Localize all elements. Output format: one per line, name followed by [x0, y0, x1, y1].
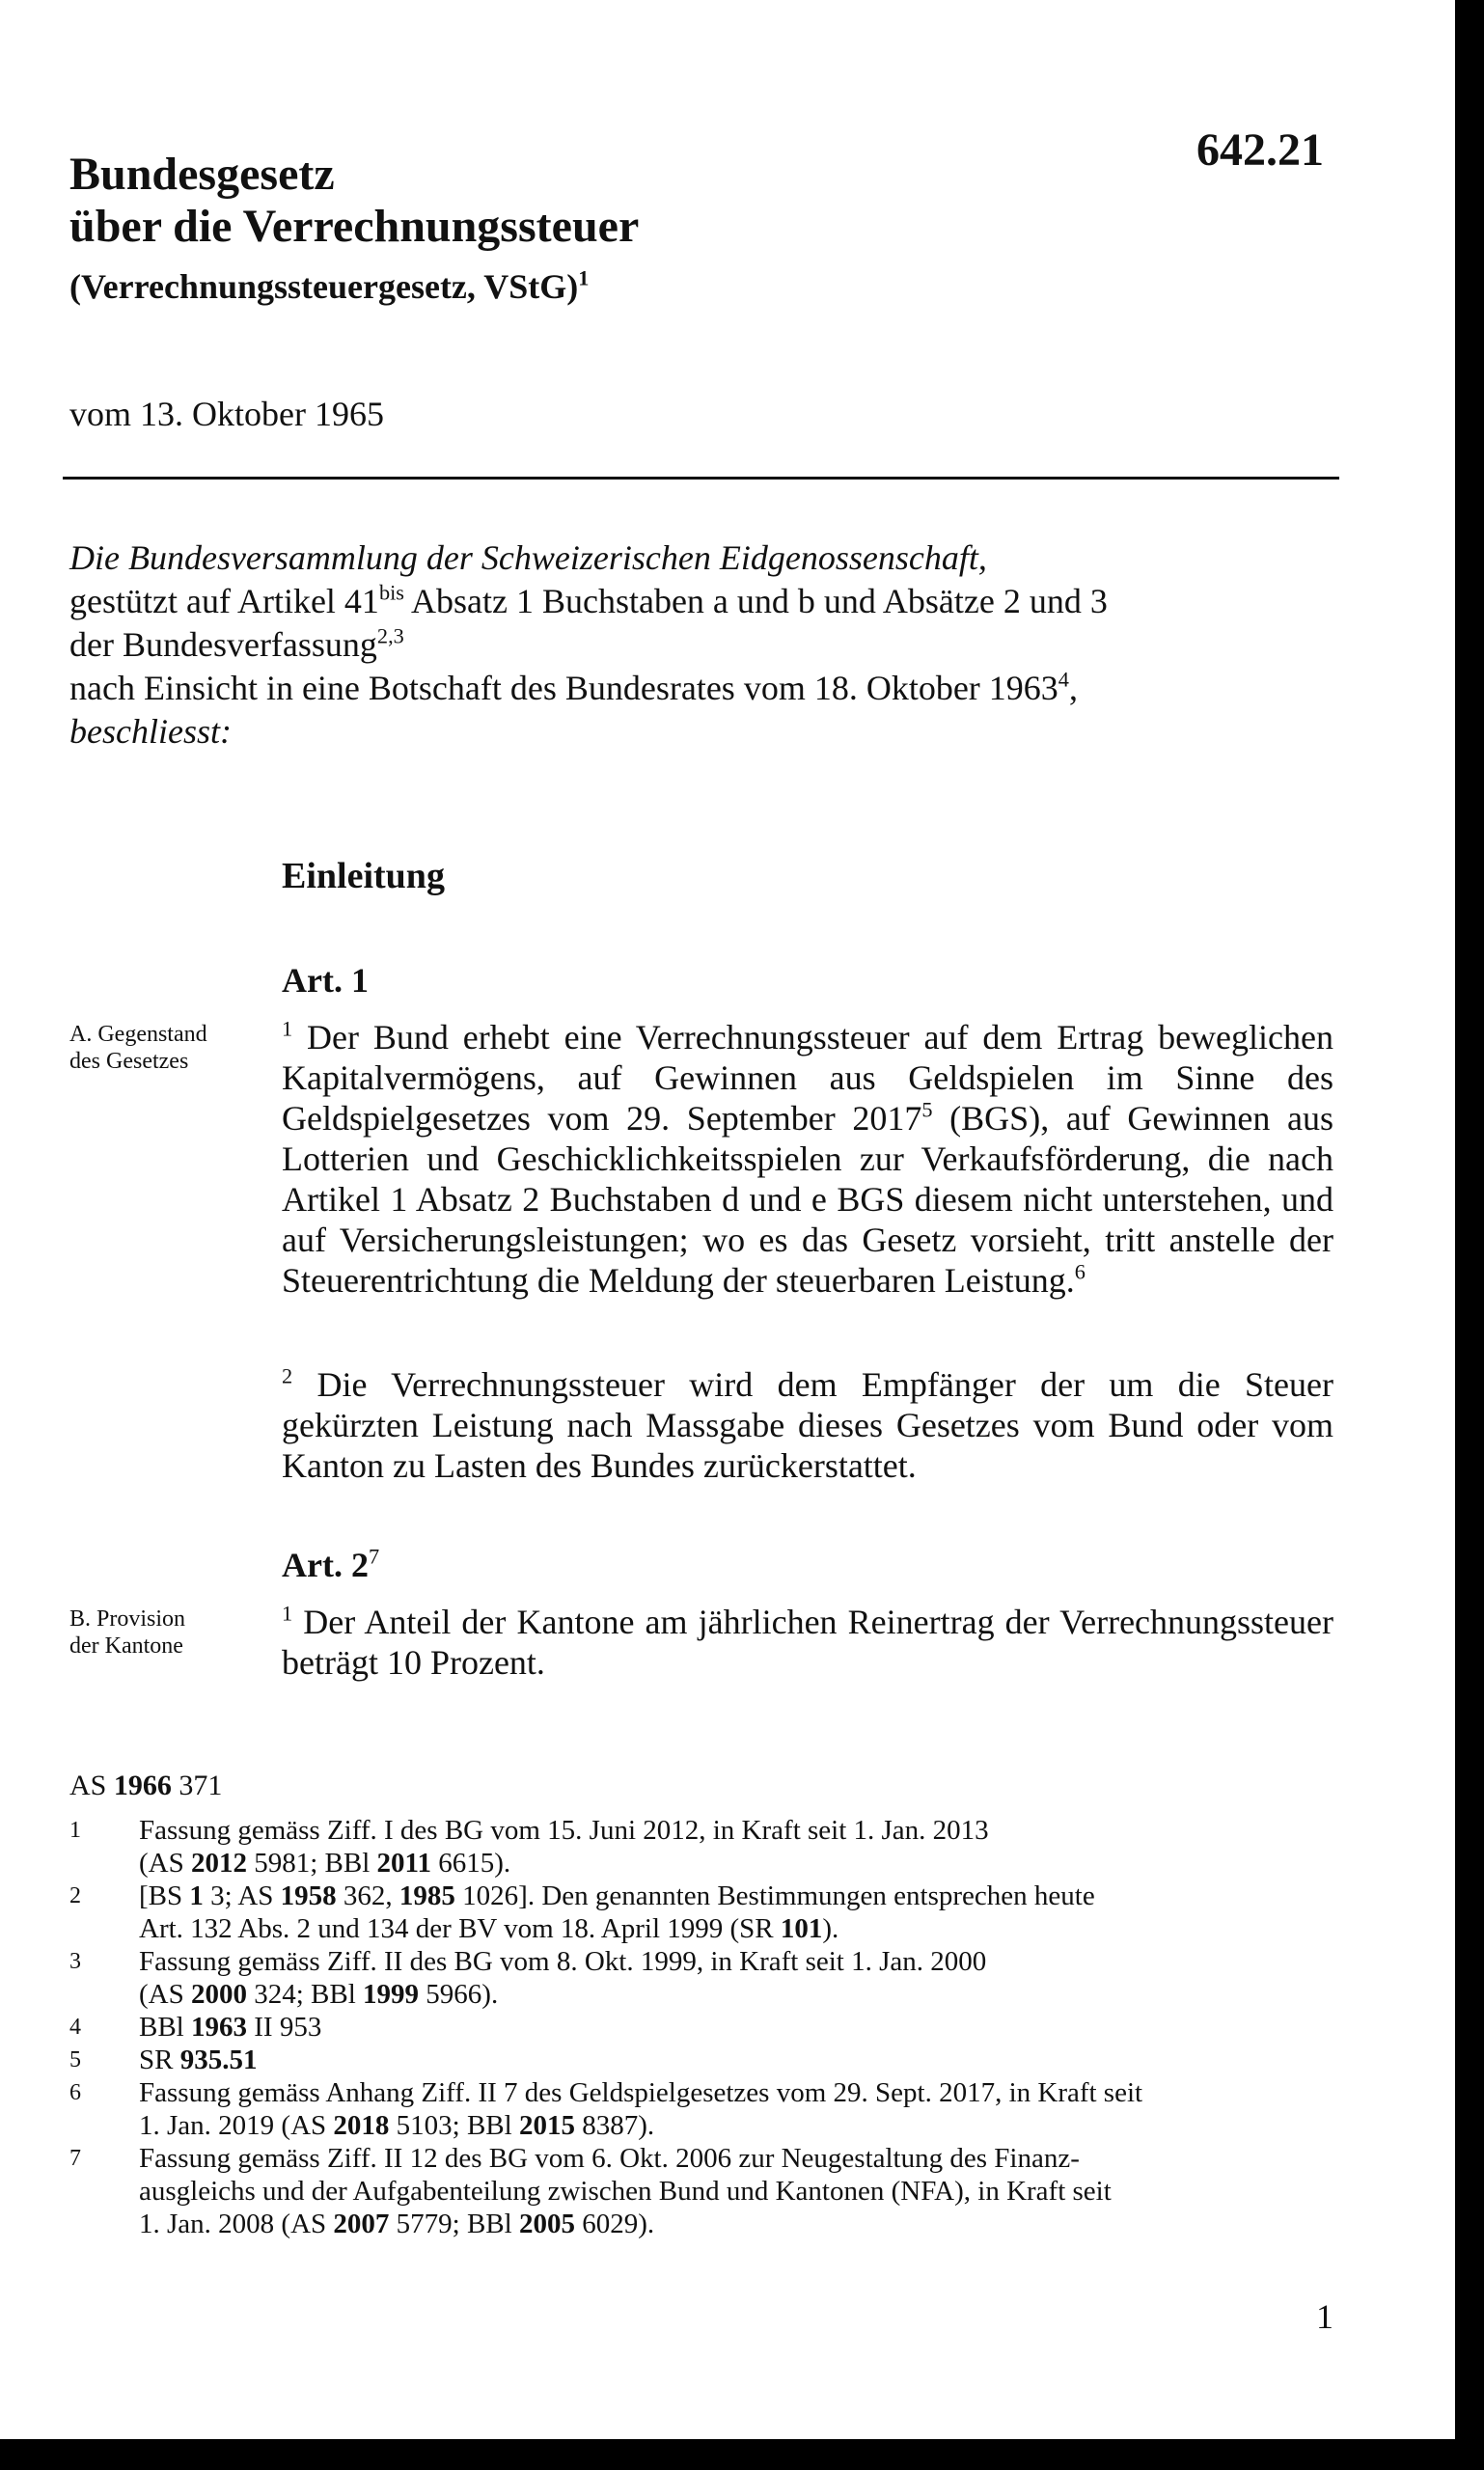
footnote-number: 6	[69, 2080, 81, 2105]
preamble-text: Absatz 1 Buchstaben a und b und Absätze 2 und 3	[403, 582, 1108, 620]
fn-part: 5779; BBl	[389, 2209, 519, 2239]
title-line-1: Bundesgesetz	[69, 149, 335, 200]
fn-part: 362,	[336, 1880, 399, 1911]
preamble-line-1: Die Bundesversammlung der Schweizerischen Eidgenossenschaft,	[69, 538, 987, 577]
footnote-4	[69, 2011, 1343, 2044]
footnote-ref-1[interactable]: 1	[578, 265, 590, 290]
paragraph-number: 1	[282, 1016, 293, 1041]
article-1-paragraph-1	[282, 1017, 1333, 1301]
footnote-line: Fassung gemäss Ziff. II des BG vom 8. Okt. 1999, in Kraft seit 1. Jan. 2000	[139, 1946, 987, 1977]
footnote-1	[69, 1814, 1343, 1880]
footnote-number: 4	[69, 2015, 81, 2040]
footnote-text	[139, 1880, 1343, 1945]
section-heading: Einleitung	[282, 856, 445, 896]
preamble	[69, 536, 1108, 754]
article-2-margin-note	[69, 1606, 262, 1660]
footnote-number: 2	[69, 1883, 81, 1908]
footnote-ref-6[interactable]: 6	[1074, 1259, 1086, 1284]
footnote-line: Fassung gemäss Ziff. II 12 des BG vom 6. Okt. 2006 zur Neugestaltung des Finanz-	[139, 2143, 1080, 2174]
enactment-date: vom 13. Oktober 1965	[69, 395, 384, 433]
footnote-number: 1	[69, 1818, 81, 1843]
fn-part: BBl	[139, 2012, 191, 2043]
fn-bold: 2012	[190, 1848, 247, 1879]
footnote-number: 3	[69, 1949, 81, 1974]
fn-part: 3; AS	[203, 1880, 281, 1911]
fn-bold: 2005	[518, 2209, 575, 2239]
bis-superscript: bis	[378, 580, 404, 605]
footnotes	[69, 1814, 1343, 2240]
fn-part: 5103; BBl	[389, 2110, 519, 2141]
footnote-number: 5	[69, 2047, 81, 2072]
footnote-text	[139, 2142, 1343, 2240]
footnote-line: ausgleichs und der Aufgabenteilung zwischen Bund und Kantonen (NFA), in Kraft seit	[139, 2176, 1112, 2207]
fn-part: (AS	[139, 1848, 191, 1879]
article-1-margin-note	[69, 1021, 262, 1075]
article-2-paragraph-1	[282, 1602, 1333, 1683]
paragraph-number: 2	[282, 1363, 293, 1388]
footnote-ref-5[interactable]: 5	[921, 1097, 933, 1122]
footnote-line: Fassung gemäss Ziff. I des BG vom 15. Juni 2012, in Kraft seit 1. Jan. 2013	[139, 1815, 989, 1846]
preamble-text: gestützt auf Artikel 41	[69, 582, 379, 620]
fn-bold: 101	[780, 1913, 823, 1944]
paragraph-number: 1	[282, 1601, 293, 1626]
paragraph-text: (BGS), auf Gewinnen aus Lotterien und Geschicklichkeitsspielen zur Verkaufsförderung, die nach Artikel 1 Absatz 2 Buchstaben d und e BGS diesem nicht unterstehen, und auf Versicherungsleistungen; wo es das Gesetz vorsieht, tritt anstelle der Steuerentrichtung die Meldung der steuerbaren Leistung.	[282, 1099, 1333, 1300]
footnote-line	[139, 1912, 1343, 1945]
preamble-text: nach Einsicht in eine Botschaft des Bundesrates vom 18. Oktober 1963	[69, 669, 1058, 707]
fn-bold: 1999	[363, 1979, 420, 2010]
paragraph-text: Der Bund erhebt eine Verrechnungssteuer auf dem Ertrag beweglichen Kapitalvermögens, auf Gewinnen aus Geldspielen im Sinne des Geldspielgesetzes vom 29. September 2017	[282, 1018, 1333, 1138]
footnote-line: Fassung gemäss Anhang Ziff. II 7 des Geldspielgesetzes vom 29. Sept. 2017, in Kraft seit	[139, 2077, 1143, 2108]
margin-note-line: der Kantone	[69, 1633, 183, 1659]
official-compilation-ref	[69, 1770, 222, 1802]
footnote-ref-7[interactable]: 7	[368, 1544, 380, 1569]
footnote-number: 7	[69, 2146, 81, 2171]
fn-bold: 2000	[190, 1979, 247, 2010]
fn-part: [BS	[139, 1880, 190, 1911]
fn-bold: 1985	[398, 1880, 455, 1911]
preamble-line-3	[69, 623, 1108, 667]
footnote-line	[139, 2208, 1343, 2240]
footnote-ref-4[interactable]: 4	[1058, 667, 1069, 692]
footnote-3	[69, 1945, 1343, 2011]
fn-bold: 935.51	[179, 2045, 258, 2075]
fn-part: 1. Jan. 2019 (AS	[139, 2110, 334, 2141]
paragraph-text: Die Verrechnungssteuer wird dem Empfänger der um die Steuer gekürzten Leistung nach Massgabe dieses Gesetzes vom Bund oder vom Kanton zu Lasten des Bundes zurückerstattet.	[282, 1365, 1333, 1485]
preamble-text: der Bundesverfassung	[69, 625, 377, 664]
fn-bold: 1958	[280, 1880, 337, 1911]
article-2-title	[282, 1545, 379, 1585]
fn-bold: 1	[189, 1880, 204, 1911]
fn-part: 5966).	[419, 1979, 499, 2010]
margin-note-line: A. Gegenstand	[69, 1022, 207, 1047]
fn-bold: 2018	[333, 2110, 390, 2141]
article-1-paragraph-2	[282, 1364, 1333, 1486]
preamble-text: ,	[1068, 669, 1078, 707]
fn-bold: 2015	[518, 2110, 575, 2141]
footnote-text	[139, 1945, 1343, 2011]
page-number: 1	[1316, 2297, 1333, 2336]
fn-bold: 2007	[333, 2209, 390, 2239]
footnote-line	[139, 2109, 1343, 2142]
footnote-line	[139, 1847, 1343, 1880]
fn-part: 1026]. Den genannten Bestimmungen entsprechen heute	[454, 1880, 1095, 1911]
margin-note-line: B. Provision	[69, 1606, 186, 1632]
fn-part: 324; BBl	[246, 1979, 364, 2010]
footnote-5	[69, 2044, 1343, 2076]
footnote-line	[139, 1880, 1343, 1912]
footnote-text	[139, 2044, 1343, 2076]
paragraph-text: Der Anteil der Kantone am jährlichen Reinertrag der Verrechnungssteuer beträgt 10 Prozent.	[282, 1603, 1333, 1682]
footnote-text	[139, 2011, 1343, 2044]
footnote-ref-2-3[interactable]: 2,3	[376, 623, 404, 648]
fn-part: 6615).	[430, 1848, 511, 1879]
footnote-text	[139, 2076, 1343, 2142]
fn-part: (AS	[139, 1979, 191, 2010]
title-line-2: über die Verrechnungssteuer	[69, 201, 640, 252]
preamble-line-5: beschliesst:	[69, 712, 232, 751]
footnote-7	[69, 2142, 1343, 2240]
margin-note-line: des Gesetzes	[69, 1049, 189, 1074]
fn-part: 5981; BBl	[246, 1848, 377, 1879]
fn-part: II 953	[247, 2012, 322, 2043]
fn-part: 8387).	[574, 2110, 655, 2141]
article-title-text: Art. 2	[282, 1546, 369, 1584]
as-page: 371	[171, 1770, 223, 1801]
fn-part: SR	[139, 2045, 180, 2075]
fn-bold: 2011	[376, 1848, 431, 1879]
short-title-text: (Verrechnungssteuergesetz, VStG)	[69, 267, 579, 306]
fn-part: Art. 132 Abs. 2 und 134 der BV vom 18. April 1999 (SR	[139, 1913, 781, 1944]
footnote-2	[69, 1880, 1343, 1945]
sr-number: 642.21	[1196, 124, 1324, 176]
horizontal-rule	[63, 477, 1339, 480]
as-prefix: AS	[69, 1770, 114, 1801]
law-short-title	[69, 266, 589, 307]
law-title	[69, 149, 639, 253]
fn-bold: 1963	[191, 2012, 247, 2043]
fn-part: 6029).	[574, 2209, 655, 2239]
as-year: 1966	[113, 1770, 172, 1801]
fn-part: 1. Jan. 2008 (AS	[139, 2209, 334, 2239]
preamble-line-2	[69, 580, 1108, 623]
footnote-6	[69, 2076, 1343, 2142]
article-1-title: Art. 1	[282, 961, 369, 1000]
fn-part: ).	[822, 1913, 839, 1944]
footnote-line	[139, 1978, 1343, 2011]
footnote-text	[139, 1814, 1343, 1880]
preamble-line-4	[69, 667, 1108, 710]
